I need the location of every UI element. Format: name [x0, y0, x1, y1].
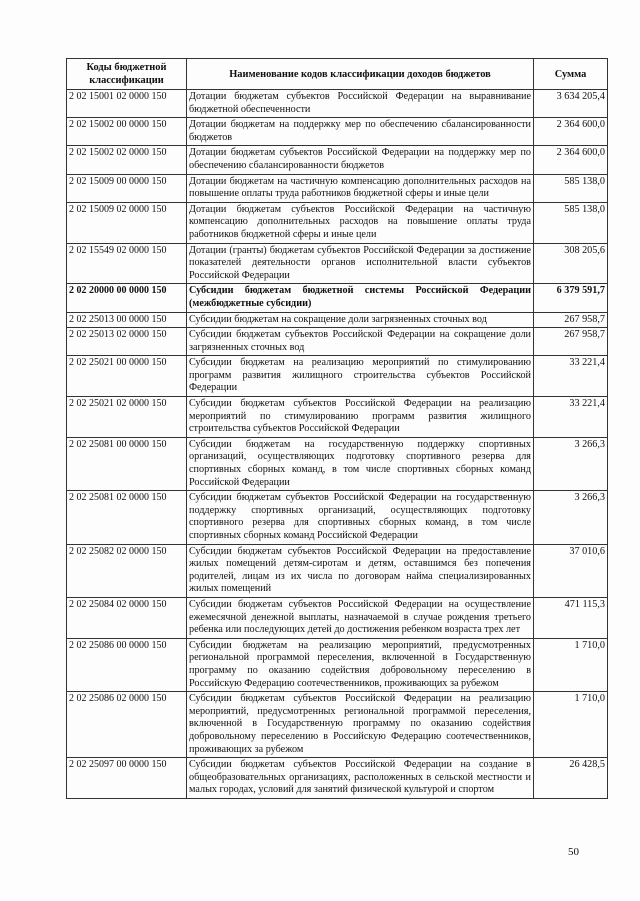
table-row	[67, 692, 608, 758]
cell-code: 2 02 25013 02 0000 150	[67, 328, 187, 356]
cell-code: 2 02 15549 02 0000 150	[67, 243, 187, 284]
cell-code: 2 02 15001 02 0000 150	[67, 90, 187, 118]
cell-sum: 3 634 205,4	[534, 90, 608, 118]
cell-sum: 1 710,0	[534, 692, 608, 758]
cell-name: Субсидии бюджетам на государственную поддержку спортивных организаций, осуществляющих подготовку спортивного резерва для спортивных сборных команд, в том числе спортивных сборных команд Российской Федерации	[187, 437, 534, 490]
cell-sum: 585 138,0	[534, 202, 608, 243]
cell-name: Субсидии бюджетам субъектов Российской Федерации на осуществление ежемесячной денежной выплаты, назначаемой в случае рождения третьего ребенка или последующих детей до достижения ребенком возраста трех лет	[187, 597, 534, 638]
cell-name: Субсидии бюджетам бюджетной системы Российской Федерации (межбюджетные субсидии)	[187, 284, 534, 312]
cell-sum: 3 266,3	[534, 491, 608, 544]
cell-sum: 585 138,0	[534, 174, 608, 202]
table-row	[67, 202, 608, 243]
cell-code: 2 02 25097 00 0000 150	[67, 758, 187, 799]
table-row	[67, 174, 608, 202]
cell-code: 2 02 25082 02 0000 150	[67, 544, 187, 597]
header-name: Наименование кодов классификации доходов бюджетов	[187, 59, 534, 90]
cell-name: Субсидии бюджетам субъектов Российской Федерации на предоставление жилых помещений детям-сиротам и детям, оставшимся без попечения родителей, лицам из их числа по договорам найма специализированных жилых помещений	[187, 544, 534, 597]
cell-code: 2 02 25081 02 0000 150	[67, 491, 187, 544]
cell-name: Субсидии бюджетам на сокращение доли загрязненных сточных вод	[187, 312, 534, 328]
cell-code: 2 02 20000 00 0000 150	[67, 284, 187, 312]
cell-name: Субсидии бюджетам субъектов Российской Федерации на создание в общеобразовательных организациях, расположенных в сельской местности и малых городах, условий для занятий физической культурой и спортом	[187, 758, 534, 799]
cell-code: 2 02 25086 02 0000 150	[67, 692, 187, 758]
cell-name: Дотации бюджетам на поддержку мер по обеспечению сбалансированности бюджетов	[187, 118, 534, 146]
page-number: 50	[568, 846, 579, 858]
table-row	[67, 118, 608, 146]
table-row	[67, 437, 608, 490]
header-code: Коды бюджетной классификации	[67, 59, 187, 90]
table-row	[67, 758, 608, 799]
cell-sum: 37 010,6	[534, 544, 608, 597]
cell-sum: 2 364 600,0	[534, 118, 608, 146]
cell-sum: 33 221,4	[534, 397, 608, 438]
cell-name: Субсидии бюджетам субъектов Российской Федерации на сокращение доли загрязненных сточных вод	[187, 328, 534, 356]
table-row	[67, 312, 608, 328]
table-row	[67, 544, 608, 597]
cell-sum: 267 958,7	[534, 312, 608, 328]
cell-sum: 26 428,5	[534, 758, 608, 799]
table-header-row	[67, 59, 608, 90]
cell-code: 2 02 15002 00 0000 150	[67, 118, 187, 146]
cell-code: 2 02 25086 00 0000 150	[67, 638, 187, 691]
cell-name: Субсидии бюджетам субъектов Российской Федерации на реализацию мероприятий по стимулированию программ развития жилищного строительства субъектов Российской Федерации	[187, 397, 534, 438]
cell-code: 2 02 25084 02 0000 150	[67, 597, 187, 638]
cell-sum: 6 379 591,7	[534, 284, 608, 312]
cell-name: Субсидии бюджетам субъектов Российской Федерации на реализацию мероприятий, предусмотренных региональной программой переселения, включенной в Государственную программу по оказанию содействия добровольному переселению в Российскую Федерацию соотечественников, проживающих за рубежом	[187, 692, 534, 758]
cell-name: Субсидии бюджетам на реализацию мероприятий, предусмотренных региональной программой переселения, включенной в Государственную программу по оказанию содействия добровольному переселению в Российскую Федерацию соотечественников, проживающих за рубежом	[187, 638, 534, 691]
cell-name: Субсидии бюджетам субъектов Российской Федерации на государственную поддержку спортивных организаций, осуществляющих подготовку спортивного резерва для спортивных сборных команд, в том числе спортивных сборных команд Российской Федерации	[187, 491, 534, 544]
cell-code: 2 02 25021 02 0000 150	[67, 397, 187, 438]
cell-code: 2 02 15009 02 0000 150	[67, 202, 187, 243]
cell-name: Субсидии бюджетам на реализацию мероприятий по стимулированию программ развития жилищного строительства субъектов Российской Федерации	[187, 356, 534, 397]
cell-sum: 471 115,3	[534, 597, 608, 638]
cell-name: Дотации бюджетам субъектов Российской Федерации на поддержку мер по обеспечению сбалансированности бюджетов	[187, 146, 534, 174]
cell-sum: 267 958,7	[534, 328, 608, 356]
header-sum: Сумма	[534, 59, 608, 90]
table-row	[67, 397, 608, 438]
table-row	[67, 284, 608, 312]
table-row	[67, 90, 608, 118]
table-row	[67, 328, 608, 356]
table-row	[67, 146, 608, 174]
table-row	[67, 597, 608, 638]
cell-code: 2 02 15002 02 0000 150	[67, 146, 187, 174]
cell-code: 2 02 15009 00 0000 150	[67, 174, 187, 202]
cell-name: Дотации бюджетам на частичную компенсацию дополнительных расходов на повышение оплаты труда работников бюджетной сферы и иные цели	[187, 174, 534, 202]
table-row	[67, 491, 608, 544]
budget-revenue-table	[66, 58, 608, 799]
cell-sum: 2 364 600,0	[534, 146, 608, 174]
table-body	[67, 90, 608, 799]
cell-code: 2 02 25021 00 0000 150	[67, 356, 187, 397]
table-row	[67, 638, 608, 691]
cell-sum: 33 221,4	[534, 356, 608, 397]
cell-sum: 308 205,6	[534, 243, 608, 284]
cell-code: 2 02 25081 00 0000 150	[67, 437, 187, 490]
cell-name: Дотации бюджетам субъектов Российской Федерации на выравнивание бюджетной обеспеченности	[187, 90, 534, 118]
cell-code: 2 02 25013 00 0000 150	[67, 312, 187, 328]
table-row	[67, 356, 608, 397]
cell-sum: 1 710,0	[534, 638, 608, 691]
cell-name: Дотации (гранты) бюджетам субъектов Российской Федерации за достижение показателей деятельности органов исполнительной власти субъектов Российской Федерации	[187, 243, 534, 284]
cell-sum: 3 266,3	[534, 437, 608, 490]
cell-name: Дотации бюджетам субъектов Российской Федерации на частичную компенсацию дополнительных расходов на повышение оплаты труда работников бюджетной сферы и иные цели	[187, 202, 534, 243]
table-row	[67, 243, 608, 284]
